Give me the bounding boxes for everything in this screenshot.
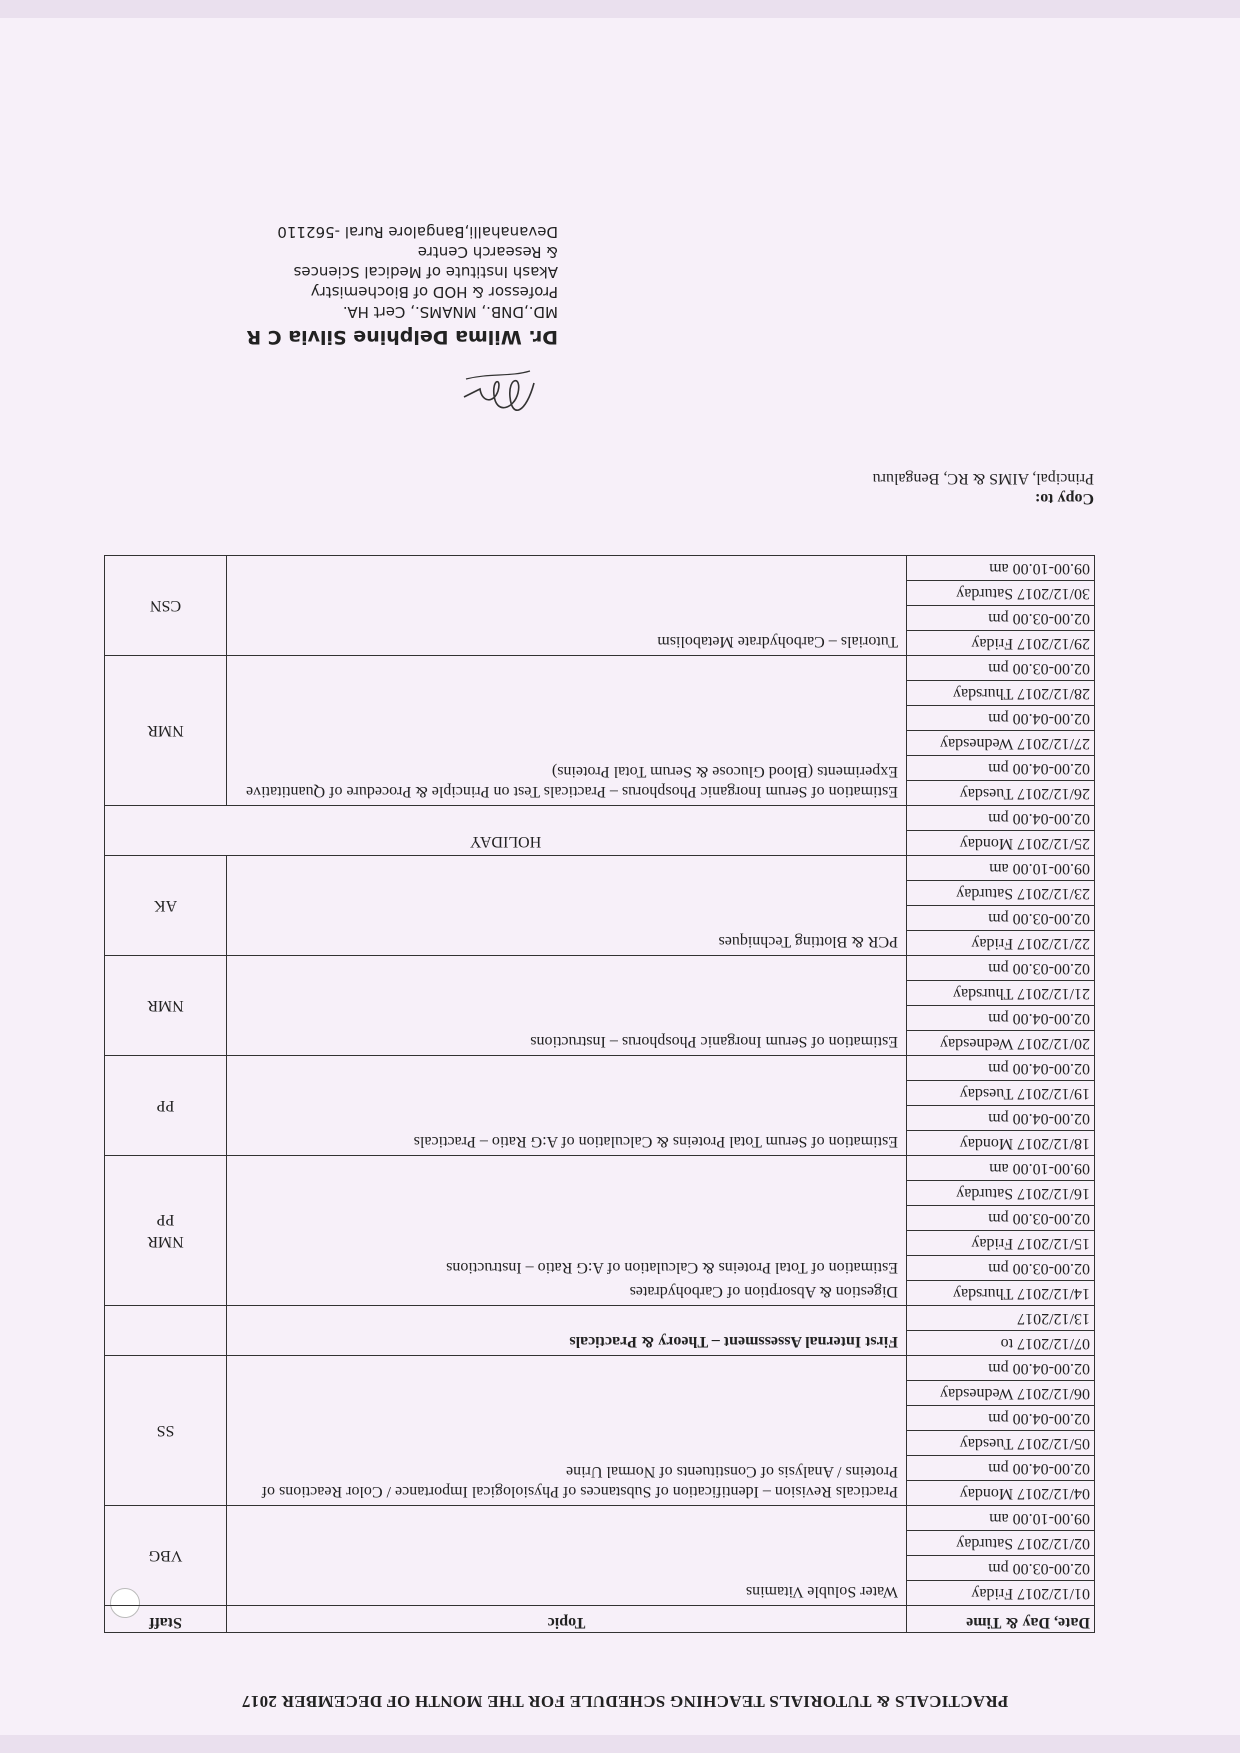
signatory-designation: Professor & HOD of Biochemistry [310, 283, 558, 301]
topic-cell: PCR & Blotting Techniques [227, 856, 907, 956]
copy-to-block [873, 468, 1094, 508]
date-line: 29/12/2017 Friday [907, 630, 1094, 655]
date-cell [907, 1156, 1095, 1306]
date-line: 02.00-03.00 pm [907, 1255, 1094, 1280]
date-line: 18/12/2017 Monday [907, 1130, 1094, 1155]
date-line: 13/12/2017 [1017, 1310, 1090, 1327]
date-line: 30/12/2017 Saturday [907, 580, 1094, 605]
date-line: 02/12/2017 Saturday [907, 1530, 1094, 1555]
topic-cell: Estimation of Serum Inorganic Phosphorus – Instructions [227, 956, 907, 1056]
date-line: 09.00-10.00 am [989, 1160, 1090, 1177]
table-header-row [105, 1606, 1095, 1633]
date-line: 02.00-03.00 pm [907, 605, 1094, 630]
date-line: 21/12/2017 Thursday [907, 980, 1094, 1005]
schedule-table [104, 555, 1095, 1633]
date-line: 02.00-03.00 pm [988, 660, 1090, 677]
table-row [105, 956, 1095, 1056]
topic-cell: Estimation of Serum Total Proteins & Calculation of A:G Ratio – Practicals [227, 1056, 907, 1156]
table-row [105, 1506, 1095, 1606]
signatory-qualifications: MD.,DNB., MNAMS., Cert HA. [342, 303, 558, 321]
date-line: 19/12/2017 Tuesday [907, 1080, 1094, 1105]
date-cell [907, 1506, 1095, 1606]
topic-cell: Tutorials – Carbohydrate Metabolism [227, 556, 907, 656]
date-line: 02.00-04.00 pm [988, 810, 1090, 827]
date-line: 02.00-04.00 pm [907, 1105, 1094, 1130]
table-row [105, 1306, 1095, 1356]
date-line: 16/12/2017 Saturday [907, 1180, 1094, 1205]
date-line: 04/12/2017 Monday [907, 1480, 1094, 1505]
date-line: 20/12/2017 Wednesday [907, 1030, 1094, 1055]
date-line: 02.00-04.00 pm [907, 1405, 1094, 1430]
handwritten-signature [460, 363, 540, 433]
table-row [105, 856, 1095, 956]
copy-to-label: Copy to: [1034, 490, 1094, 507]
table-row [105, 1156, 1095, 1306]
table-row [105, 556, 1095, 656]
header-topic: Topic [227, 1606, 907, 1633]
topic-line: Estimation of Total Proteins & Calculation of A:G Ratio – Instructions [446, 1259, 898, 1276]
date-line: 02.00-03.00 pm [907, 905, 1094, 930]
date-line: 02.00-04.00 pm [907, 755, 1094, 780]
staff-cell: PP [105, 1056, 227, 1156]
date-line: 23/12/2017 Saturday [907, 880, 1094, 905]
date-cell [907, 1056, 1095, 1156]
staff-cell: SS [105, 1356, 227, 1506]
table-row [105, 656, 1095, 806]
topic-cell: Practicals Revision – Identification of Substances of Physiological Importance / Color Reactions of Proteins / Analysis of Constituents of Normal Urine [227, 1356, 907, 1506]
date-line: 09.00-10.00 am [989, 560, 1090, 577]
copy-to-recipient: Principal, AIMS & RC, Bengaluru [872, 470, 1094, 487]
date-line: 02.00-03.00 pm [988, 960, 1090, 977]
signatory-institution-line2: & Research Centre [417, 243, 558, 261]
date-line: 02.00-04.00 pm [988, 1060, 1090, 1077]
date-line: 28/12/2017 Thursday [907, 680, 1094, 705]
staff-cell [105, 1306, 227, 1356]
table-row [105, 1056, 1095, 1156]
date-line: 06/12/2017 Wednesday [907, 1380, 1094, 1405]
topic-line: Digestion & Absorption of Carbohydrates [629, 1283, 898, 1300]
signatory-address: Devanahalli,Bangalore Rural -562110 [277, 223, 558, 241]
staff-cell: CSN [105, 556, 227, 656]
date-line: 02.00-03.00 pm [907, 1205, 1094, 1230]
topic-cell: Estimation of Serum Inorganic Phosphorus – Practicals Test on Principle & Procedure of Quantitative Experiments (Blood Glucose & Serum Total Proteins) [227, 656, 907, 806]
topic-cell: First Internal Assessment – Theory & Practicals [227, 1306, 907, 1356]
staff-cell: NMR [105, 656, 227, 806]
date-cell [907, 656, 1095, 806]
date-line: 27/12/2017 Wednesday [907, 730, 1094, 755]
date-line: 02.00-04.00 pm [907, 1005, 1094, 1030]
staff-cell [105, 1156, 227, 1306]
table-row [105, 806, 1095, 856]
date-line: 09.00-10.00 am [989, 860, 1090, 877]
header-staff: Staff [105, 1606, 227, 1633]
date-line: 01/12/2017 Friday [907, 1580, 1094, 1605]
date-line: 15/12/2017 Friday [907, 1230, 1094, 1255]
signatory-institution: Akash Institute of Medical Sciences [293, 263, 558, 281]
date-cell [907, 556, 1095, 656]
staff-line: NMR [147, 1233, 184, 1251]
date-line: 14/12/2017 Thursday [907, 1280, 1094, 1305]
date-line: 02.00-04.00 pm [907, 1455, 1094, 1480]
staff-cell: NMR [105, 956, 227, 1056]
document-title: PRACTICALS & TUTORIALS TEACHING SCHEDULE FOR THE MONTH OF DECEMBER 2017 [241, 1692, 1009, 1711]
date-cell [907, 856, 1095, 956]
date-cell [907, 1356, 1095, 1506]
scan-edge-top [0, 1735, 1240, 1753]
date-cell [907, 806, 1095, 856]
date-line: 22/12/2017 Friday [907, 930, 1094, 955]
date-line: 07/12/2017 to [907, 1330, 1094, 1355]
staff-cell: VBG [105, 1506, 227, 1606]
staff-line: PP [156, 1211, 175, 1229]
date-line: 05/12/2017 Tuesday [907, 1430, 1094, 1455]
date-cell [907, 956, 1095, 1056]
header-date: Date, Day & Time [907, 1606, 1095, 1633]
date-line: 26/12/2017 Tuesday [907, 780, 1094, 805]
table-row [105, 1356, 1095, 1506]
topic-cell [227, 1156, 907, 1306]
holiday-cell: HOLIDAY [105, 806, 907, 856]
date-line: 02.00-04.00 pm [988, 1360, 1090, 1377]
staff-cell: AK [105, 856, 227, 956]
scan-edge-bottom [0, 0, 1240, 18]
date-line: 09.00-10.00 am [989, 1510, 1090, 1527]
date-cell [907, 1306, 1095, 1356]
signatory-name: Dr. Wilma Delphine Silvia C R [246, 326, 558, 348]
topic-cell: Water Soluble Vitamins [227, 1506, 907, 1606]
date-line: 25/12/2017 Monday [907, 830, 1094, 855]
date-line: 02.00-03.00 pm [907, 1555, 1094, 1580]
date-line: 02.00-04.00 pm [907, 705, 1094, 730]
